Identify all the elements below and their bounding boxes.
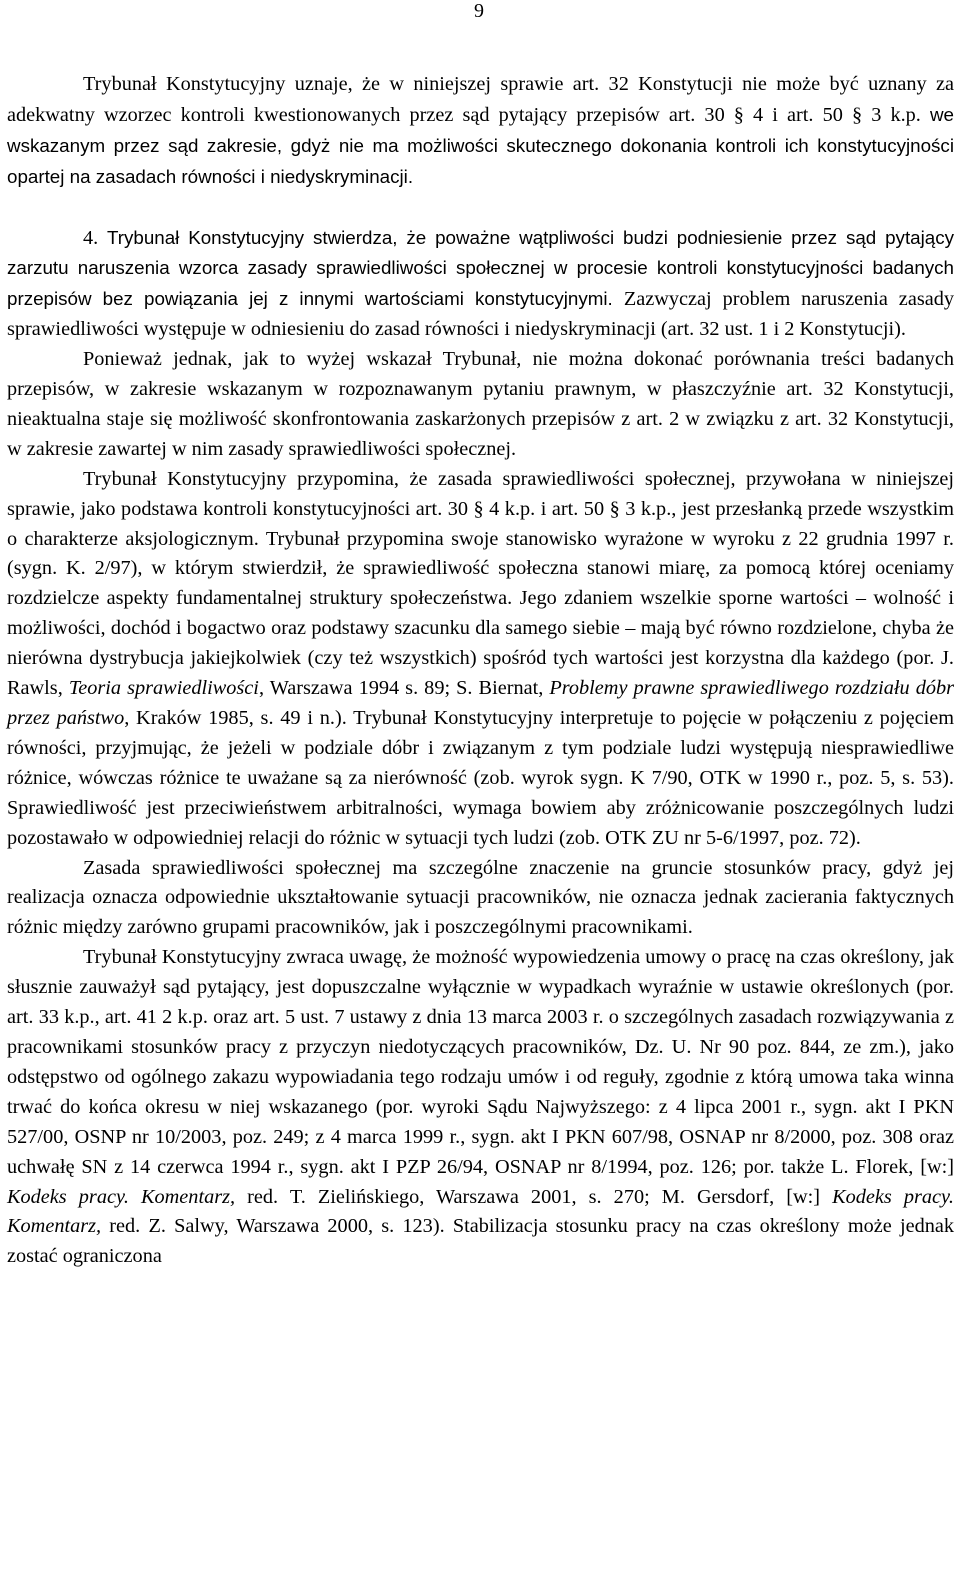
page-number: 9 bbox=[474, 0, 484, 22]
book-title-4: Kodeks pracy. Komentarz, bbox=[7, 1185, 955, 1238]
document-body bbox=[7, 70, 954, 1272]
paragraph-4-text-c: , Kraków 1985, s. 49 i n.). Trybunał Konstytucyjny interpretuje to pojęcie w połączeniu z pojęciem równości, przyjmując, że jeżeli w podziale dóbr i związanym z tym podziale ludzi występują niesprawiedliwe różnice, wówczas różnice te uważane są za nierówność (zob. wyrok sygn. K 7/90, OTK w 1990 r., poz. 5, s. 53). Sprawiedliwość jest przeciwieństwem arbitralności, wymaga bowiem aby zróżnicowanie poszczególnych ludzi pozostawało w odpowiedniej relacji do różnic w sytuacji tych ludzi (zob. OTK ZU nr 5-6/1997, poz. 72). bbox=[7, 707, 954, 849]
book-title-2: Problemy prawne sprawiedliwego rozdziału dóbr przez państwo bbox=[7, 677, 955, 730]
paragraph-4-text-b: , Warszawa 1994 s. 89; S. Biernat, bbox=[258, 677, 550, 700]
paragraph-1-text-cont: we wskazanym przez sąd zakresie, gdyż nie ma możliwości skutecznego dokonania kontroli ich konstytucyjności opartej na zasadach równości i niedyskryminacji. bbox=[7, 103, 954, 187]
paragraph-6 bbox=[7, 943, 954, 1272]
section-number: 4. bbox=[83, 226, 107, 249]
book-title-1: Teoria sprawiedliwości bbox=[68, 677, 259, 700]
book-title-3: Kodeks pracy. Komentarz, bbox=[7, 1185, 236, 1208]
paragraph-6-text-b: red. T. Zielińskiego, Warszawa 2001, s. 270; M. Gersdorf, [w:] bbox=[235, 1185, 833, 1208]
paragraph-2-text-cont: Zazwyczaj problem naruszenia zasady sprawiedliwości występuje w odniesieniu do zasad równości i niedyskryminacji (art. 32 ust. 1 i 2 Konstytucji). bbox=[7, 288, 954, 341]
paragraph-2 bbox=[7, 223, 954, 346]
paragraph-6-text: Trybunał Konstytucyjny zwraca uwagę, że możność wypowiedzenia umowy o pracę na czas określony, jak słusznie zauważył sąd pytający, jest dopuszczalne wyłącznie w wypadkach wyraźnie w ustawie określonych (por. art. 33 k.p., art. 41 2 k.p. oraz art. 5 ust. 7 ustawy z dnia 13 marca 2003 r. o szczególnych zasadach rozwiązywania z pracownikami stosunków pracy z przyczyn niedotyczących pracowników, Dz. U. Nr 90 poz. 844, ze zm.), jako odstępstwo od ogólnego zakazu wypowiadania tego rodzaju umów i od reguły, zgodnie z którą umowa taka winna trwać do końca okresu w niej wskazanego (por. wyroki Sądu Najwyższego: z 4 lipca 2001 r., sygn. akt I PKN 527/00, OSNP nr 10/2003, poz. 249; z 4 marca 1999 r., sygn. akt I PKN 607/98, OSNAP nr 8/2000, poz. 308 oraz uchwałę SN z 14 czerwca 1994 r., sygn. akt I PZP 26/94, OSNAP nr 8/1994, poz. 126; por. także L. Florek, [w:] bbox=[7, 946, 954, 1178]
paragraph-4 bbox=[7, 465, 954, 854]
paragraph-5: Zasada sprawiedliwości społecznej ma szczególne znaczenie na gruncie stosunków pracy, gdyż jej realizacja oznacza odpowiednie ukształtowanie sytuacji pracowników, nie oznacza jednak zacierania faktycznych różnic między zarówno grupami pracowników, jak i poszczególnymi pracownikami. bbox=[7, 856, 954, 939]
paragraph-2-text: Trybunał Konstytucyjny stwierdza, że poważne wątpliwości budzi podniesienie przez sąd pytający zarzutu naruszenia wzorca zasady sprawiedliwości społecznej w procesie kontroli konstytucyjności badanych przepisów bez powiązania jej z innymi wartościami konstytucyjnymi. bbox=[7, 226, 955, 310]
paragraph-6-text-c: red. Z. Salwy, Warszawa 2000, s. 123). Stabilizacja stosunku pracy na czas określony może jednak zostać ograniczona bbox=[7, 1215, 954, 1268]
paragraph-4-text: Trybunał Konstytucyjny przypomina, że zasada sprawiedliwości społecznej, przywołana w niniejszej sprawie, jako podstawa kontroli konstytucyjności art. 30 § 4 k.p. i art. 50 § 3 k.p., jest przesłanką przede wszystkim o charakterze aksjologicznym. Trybunał przypomina swoje stanowisko wyrażone w wyroku z 22 grudnia 1997 r. (sygn. K. 2/97), w którym stwierdził, że sprawiedliwość społeczna stanowi miarę, za pomocą której oceniamy rozdzielcze aspekty fundamentalnej struktury społeczeństwa. Jego zdaniem wszelkie sporne wartości – wolność i możliwości, dochód i bogactwo oraz podstawy szacunku dla samego siebie – mają być równo rozdzielone, chyba że nierówna dystrybucja jakiejkolwiek (czy też wszystkich) spośród tych wartości jest korzystna dla każdego (por. J. Rawls, bbox=[7, 467, 954, 700]
paragraph-1 bbox=[7, 70, 954, 193]
paragraph-3: Ponieważ jednak, jak to wyżej wskazał Trybunał, nie można dokonać porównania treści badanych przepisów, w zakresie wskazanym w rozpoznawanym pytaniu prawnym, w płaszczyźnie art. 32 Konstytucji, nieaktualna staje się możliwość skonfrontowania zaskarżonych przepisów z art. 2 w związku z art. 32 Konstytucji, w zakresie zawartej w nim zasady sprawiedliwości społecznej. bbox=[7, 348, 954, 460]
paragraph-1-text: Trybunał Konstytucyjny uznaje, że w niniejszej sprawie art. 32 Konstytucji nie może być uznany za adekwatny wzorzec kontroli kwestionowanych przez sąd pytający przepisów art. 30 § 4 i art. 50 § 3 k.p. bbox=[7, 73, 954, 126]
